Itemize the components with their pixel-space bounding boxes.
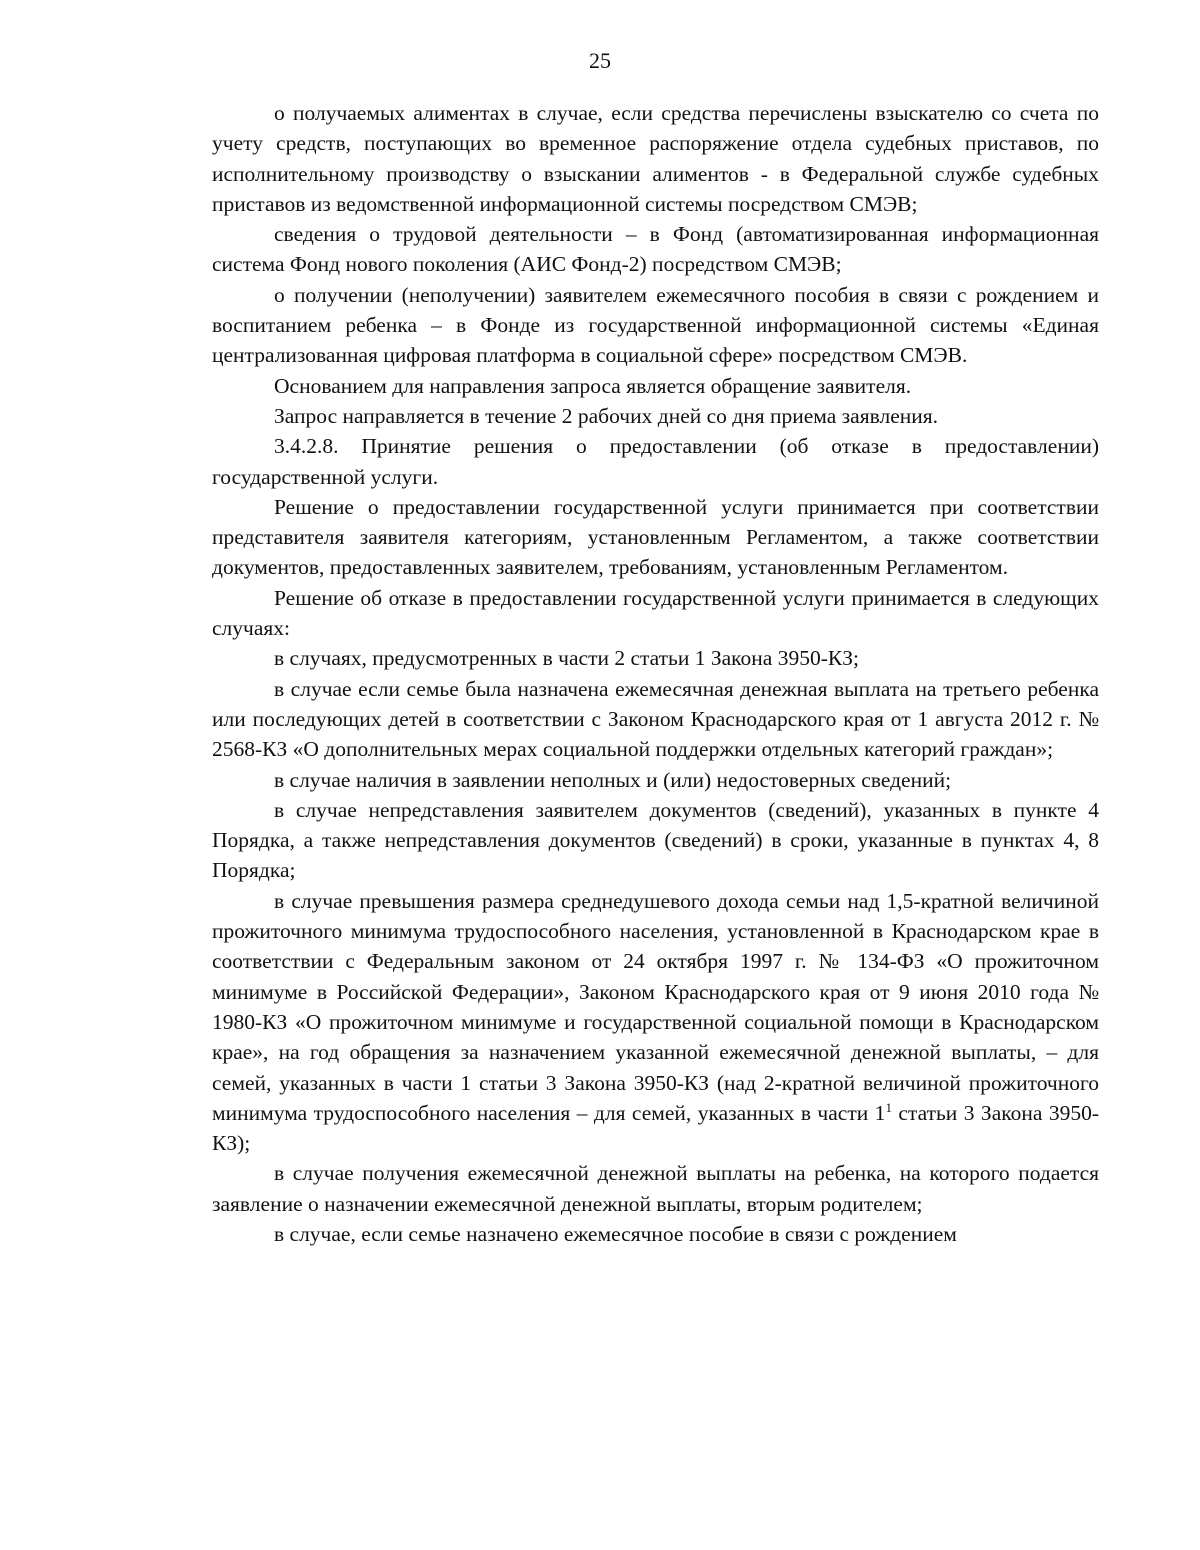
paragraph-request-term: Запрос направляется в течение 2 рабочих дней со дня приема заявления. bbox=[274, 403, 939, 428]
paragraph-section-3-4-2-8: 3.4.2.8. Принятие решения о предоставлении (об отказе в предоставлении) государственной услуги. bbox=[212, 434, 1099, 489]
income-excess-tail: статьи 3 Закона 3950-КЗ); bbox=[212, 1100, 1099, 1156]
paragraph-child-benefit: о получении (неполучении) заявителем ежемесячного пособия в связи с рождением и воспитанием ребенка – в Фонде из государственной информационной системы «Единая централизованная цифровая платформа в социальной сфере» посредством СМЭВ. bbox=[212, 282, 1099, 368]
income-excess-text: в случае превышения размера среднедушевого дохода семьи над 1,5-кратной величиной прожиточного минимума трудоспособного населения, установленной в Краснодарском крае в соответствии с Федеральным законом от 24 октября 1997 г. № 134-ФЗ «О прожиточном минимуме в Российской Федерации», Законом Краснодарского края от 9 июня 2010 года № 1980-КЗ «О прожиточном минимуме и государственной социальной помощи в Краснодарском крае», на год обращения за назначением указанной ежемесячной денежной выплаты, – для семей, указанных в части 1 статьи 3 Закона 3950-КЗ (над 2-кратной величиной прожиточного минимума трудоспособного населения – для семей, указанных в части 1 bbox=[212, 888, 1099, 1125]
paragraph-decision-refusal: Решение об отказе в предоставлении государственной услуги принимается в следующих случаях: bbox=[212, 585, 1099, 641]
paragraph-decision-grant: Решение о предоставлении государственной услуги принимается при соответствии представителя заявителя категориям, установленным Регламентом, а также соответствии документов, предоставленных заявителем, требованиям, установленным Регламентом. bbox=[212, 494, 1099, 580]
paragraph-case-part-2: в случаях, предусмотренных в части 2 статьи 1 Закона 3950-КЗ; bbox=[274, 646, 859, 671]
paragraph-case-monthly-benefit: в случае, если семье назначено ежемесячное пособие в связи с рождением bbox=[274, 1221, 957, 1246]
page-number: 25 bbox=[589, 48, 611, 73]
paragraph-alimony: о получаемых алиментах в случае, если средства перечислены взыскателю со счета по учету средств, поступающих во временное распоряжение отдела судебных приставов, по исполнительному производству о взыскании алиментов - в Федеральной службе судебных приставов из ведомственной информационной системы посредством СМЭВ; bbox=[212, 101, 1099, 216]
paragraph-request-basis: Основанием для направления запроса является обращение заявителя. bbox=[274, 373, 912, 398]
paragraph-labor-activity: сведения о трудовой деятельности – в Фонд (автоматизированная информационная система Фонд нового поколения (АИС Фонд-2) посредством СМЭВ; bbox=[212, 222, 1099, 277]
superscript-marker: 1 bbox=[885, 1099, 892, 1115]
paragraph-case-incomplete-info: в случае наличия в заявлении неполных и (или) недостоверных сведений; bbox=[274, 767, 952, 792]
paragraph-case-second-parent: в случае получения ежемесячной денежной выплаты на ребенка, на которого подается заявление о назначении ежемесячной денежной выплаты, вторым родителем; bbox=[212, 1161, 1099, 1216]
document-body bbox=[212, 98, 1099, 1249]
paragraph-case-no-documents: в случае непредставления заявителем документов (сведений), указанных в пункте 4 Порядка, а также непредставления документов (сведений) в сроки, указанные в пунктах 4, 8 Порядка; bbox=[212, 797, 1099, 883]
paragraph-case-income-excess bbox=[212, 886, 1099, 1159]
paragraph-case-third-child: в случае если семье была назначена ежемесячная денежная выплата на третьего ребенка или последующих детей в соответствии с Законом Краснодарского края от 1 августа 2012 г. № 2568-КЗ «О дополнительных мерах социальной поддержки отдельных категорий граждан»; bbox=[212, 676, 1099, 762]
